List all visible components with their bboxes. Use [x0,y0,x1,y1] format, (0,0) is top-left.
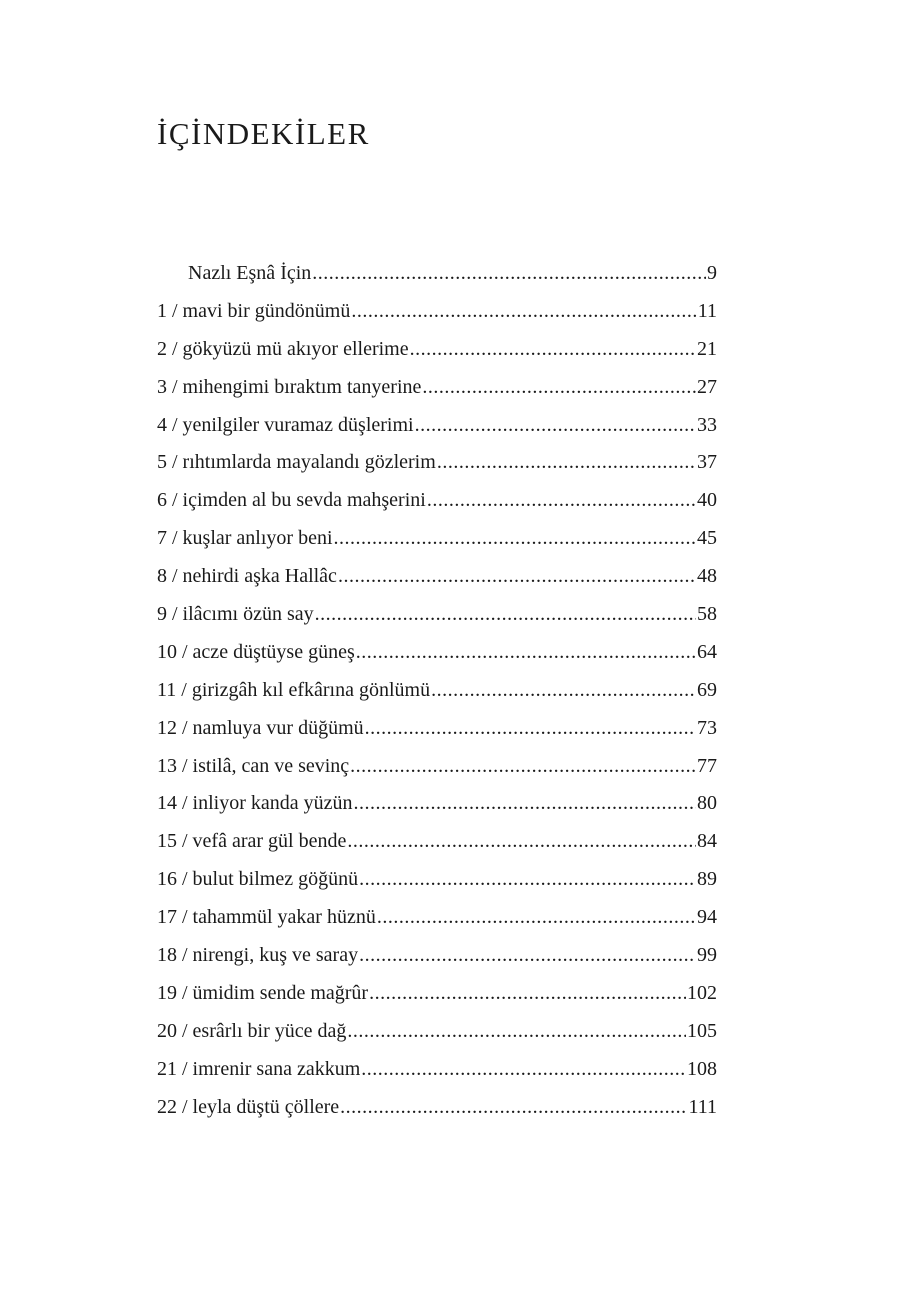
toc-entry-page-number: 45 [697,527,717,550]
toc-entry [157,1089,717,1127]
toc-entry-label: 11 / girizgâh kıl efkârına gönlümü [157,678,431,701]
toc-entry [157,823,717,861]
toc-entry-label: 10 / acze düştüyse güneş [157,640,355,663]
toc-entry [157,293,717,331]
toc-entry-page-number: 33 [697,413,717,436]
dot-leader [369,975,686,1013]
toc-entry-page-number: 40 [697,489,717,512]
dot-leader [359,937,696,975]
dot-leader [377,899,696,937]
toc-entry [157,596,717,634]
toc-entry [157,482,717,520]
dot-leader [431,672,696,710]
toc-entry-page-number: 99 [697,944,717,967]
toc-entry-label: 6 / içimden al bu sevda mahşerini [157,489,426,512]
dot-leader [359,861,696,899]
toc-entry [157,634,717,672]
toc-entry [157,1013,717,1051]
dot-leader [415,407,696,445]
toc-entry-page-number: 64 [697,640,717,663]
dot-leader [315,596,696,634]
toc-entry-page-number: 21 [697,337,717,360]
dot-leader [365,710,696,748]
page-title: İÇİNDEKİLER [157,116,370,151]
toc-entry [157,899,717,937]
toc-entry-label: 19 / ümidim sende mağrûr [157,981,369,1004]
toc-entry-page-number: 84 [697,830,717,853]
toc-entry-page-number: 73 [697,716,717,739]
toc-entry [157,369,717,407]
dot-leader [347,823,696,861]
toc-entry-page-number: 94 [697,906,717,929]
toc-entry-page-number: 108 [687,1057,717,1080]
toc-entry-page-number: 37 [697,451,717,474]
toc-entry [157,331,717,369]
table-of-contents [157,255,717,1126]
dot-leader [354,785,696,823]
toc-entry-label: 13 / istilâ, can ve sevinç [157,754,350,777]
dot-leader [351,293,696,331]
toc-entry-label: 22 / leyla düştü çöllere [157,1095,340,1118]
toc-entry-page-number: 48 [697,565,717,588]
toc-entry-page-number: 27 [697,375,717,398]
toc-entry-page-number: 80 [697,792,717,815]
toc-entry-page-number: 69 [697,678,717,701]
toc-entry-label: 20 / esrârlı bir yüce dağ [157,1019,347,1042]
toc-entry-label: 5 / rıhtımlarda mayalandı gözlerim [157,451,436,474]
toc-entry-label: Nazlı Eşnâ İçin [188,262,312,284]
toc-entry-label: 21 / imrenir sana zakkum [157,1057,361,1080]
toc-entry-label: 7 / kuşlar anlıyor beni [157,527,333,550]
dot-leader [347,1013,686,1051]
toc-entry-page-number: 11 [697,299,717,322]
toc-entry-label: 1 / mavi bir gündönümü [157,299,351,322]
dot-leader [334,520,696,558]
toc-entry [157,558,717,596]
toc-entry [157,975,717,1013]
dot-leader [437,444,696,482]
toc-entry [157,255,717,293]
toc-entry-label: 4 / yenilgiler vuramaz düşlerimi [157,413,414,436]
toc-entry-label: 15 / vefâ arar gül bende [157,830,347,853]
toc-entry [157,444,717,482]
toc-entry-label: 9 / ilâcımı özün say [157,603,314,626]
dot-leader [350,748,696,786]
dot-leader [361,1051,686,1089]
toc-entry [157,710,717,748]
toc-entry-label: 2 / gökyüzü mü akıyor ellerime [157,337,409,360]
toc-entry-page-number: 111 [688,1095,717,1118]
toc-entry [157,937,717,975]
toc-entry-page-number: 89 [697,868,717,891]
dot-leader [356,634,696,672]
dot-leader [427,482,696,520]
dot-leader [340,1089,687,1127]
toc-entry [157,748,717,786]
dot-leader [410,331,696,369]
dot-leader [312,255,706,293]
toc-entry-label: 12 / namluya vur düğümü [157,716,364,739]
toc-entry [157,1051,717,1089]
toc-entry [157,861,717,899]
toc-entry-label: 16 / bulut bilmez göğünü [157,868,359,891]
dot-leader [422,369,696,407]
dot-leader [338,558,696,596]
toc-entry-page-number: 9 [707,262,717,284]
toc-entry-page-number: 58 [697,603,717,626]
toc-entry-label: 17 / tahammül yakar hüznü [157,906,376,929]
toc-entry-label: 14 / inliyor kanda yüzün [157,792,353,815]
toc-entry [157,672,717,710]
toc-entry-page-number: 77 [697,754,717,777]
toc-entry-label: 8 / nehirdi aşka Hallâc [157,565,337,588]
toc-entry [157,520,717,558]
toc-entry-label: 3 / mihengimi bıraktım tanyerine [157,375,422,398]
toc-entry [157,785,717,823]
toc-entry-label: 18 / nirengi, kuş ve saray [157,944,359,967]
toc-entry [157,407,717,445]
toc-entry-page-number: 102 [687,981,717,1004]
toc-entry-page-number: 105 [687,1019,717,1042]
